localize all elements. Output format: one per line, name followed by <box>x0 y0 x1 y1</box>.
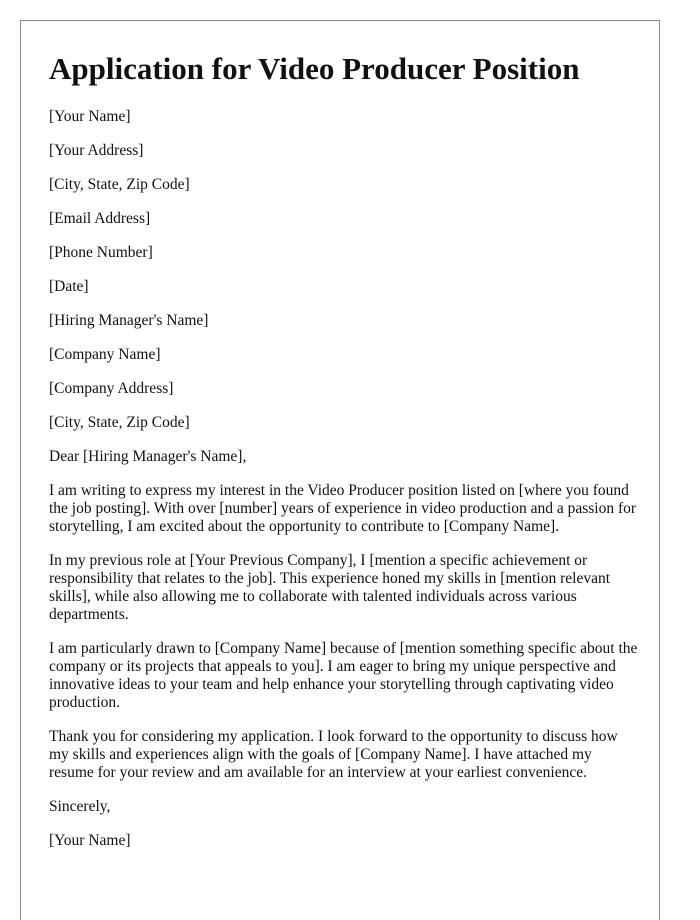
letter-page <box>20 20 660 920</box>
letter-title: Application for Video Producer Position <box>49 51 580 86</box>
recipient-city-state-zip: [City, State, Zip Code] <box>49 414 190 431</box>
letter-body <box>49 482 639 850</box>
body-paragraph: I am particularly drawn to [Company Name] because of [mention something specific about the company or its projects that appeals to you]. I am eager to bring my unique perspective and innovative ideas to your team and help enhance your storytelling through captivating video production. <box>49 640 638 711</box>
sender-email: [Email Address] <box>49 210 151 227</box>
sender-name: [Your Name] <box>49 108 131 125</box>
sender-city-state-zip: [City, State, Zip Code] <box>49 176 190 193</box>
body-paragraph: In my previous role at [Your Previous Company], I [mention a specific achievement or responsibility that relates to the job]. This experience honed my skills in [mention relevant skills], while also allowing me to collaborate with talented individuals across various departments. <box>49 552 611 623</box>
salutation: Dear [Hiring Manager's Name], <box>49 448 247 465</box>
letter-content <box>49 49 639 866</box>
body-paragraph: I am writing to express my interest in the Video Producer position listed on [where you found the job posting]. With over [number] years of experience in video production and a passion for storytelling, I am excited about the opportunity to contribute to [Company Name]. <box>49 482 637 535</box>
closing: Sincerely, <box>49 798 111 815</box>
recipient-address: [Company Address] <box>49 380 174 397</box>
sender-address: [Your Address] <box>49 142 144 159</box>
sender-phone: [Phone Number] <box>49 244 153 261</box>
body-paragraph: Thank you for considering my application. I look forward to the opportunity to discuss how my skills and experiences align with the goals of [Company Name]. I have attached my resume for your review and am available for an interview at your earliest convenience. <box>49 728 618 781</box>
recipient-company: [Company Name] <box>49 346 161 363</box>
recipient-name: [Hiring Manager's Name] <box>49 312 209 329</box>
signature-name: [Your Name] <box>49 832 131 849</box>
letter-header <box>49 108 639 466</box>
letter-date: [Date] <box>49 278 89 295</box>
